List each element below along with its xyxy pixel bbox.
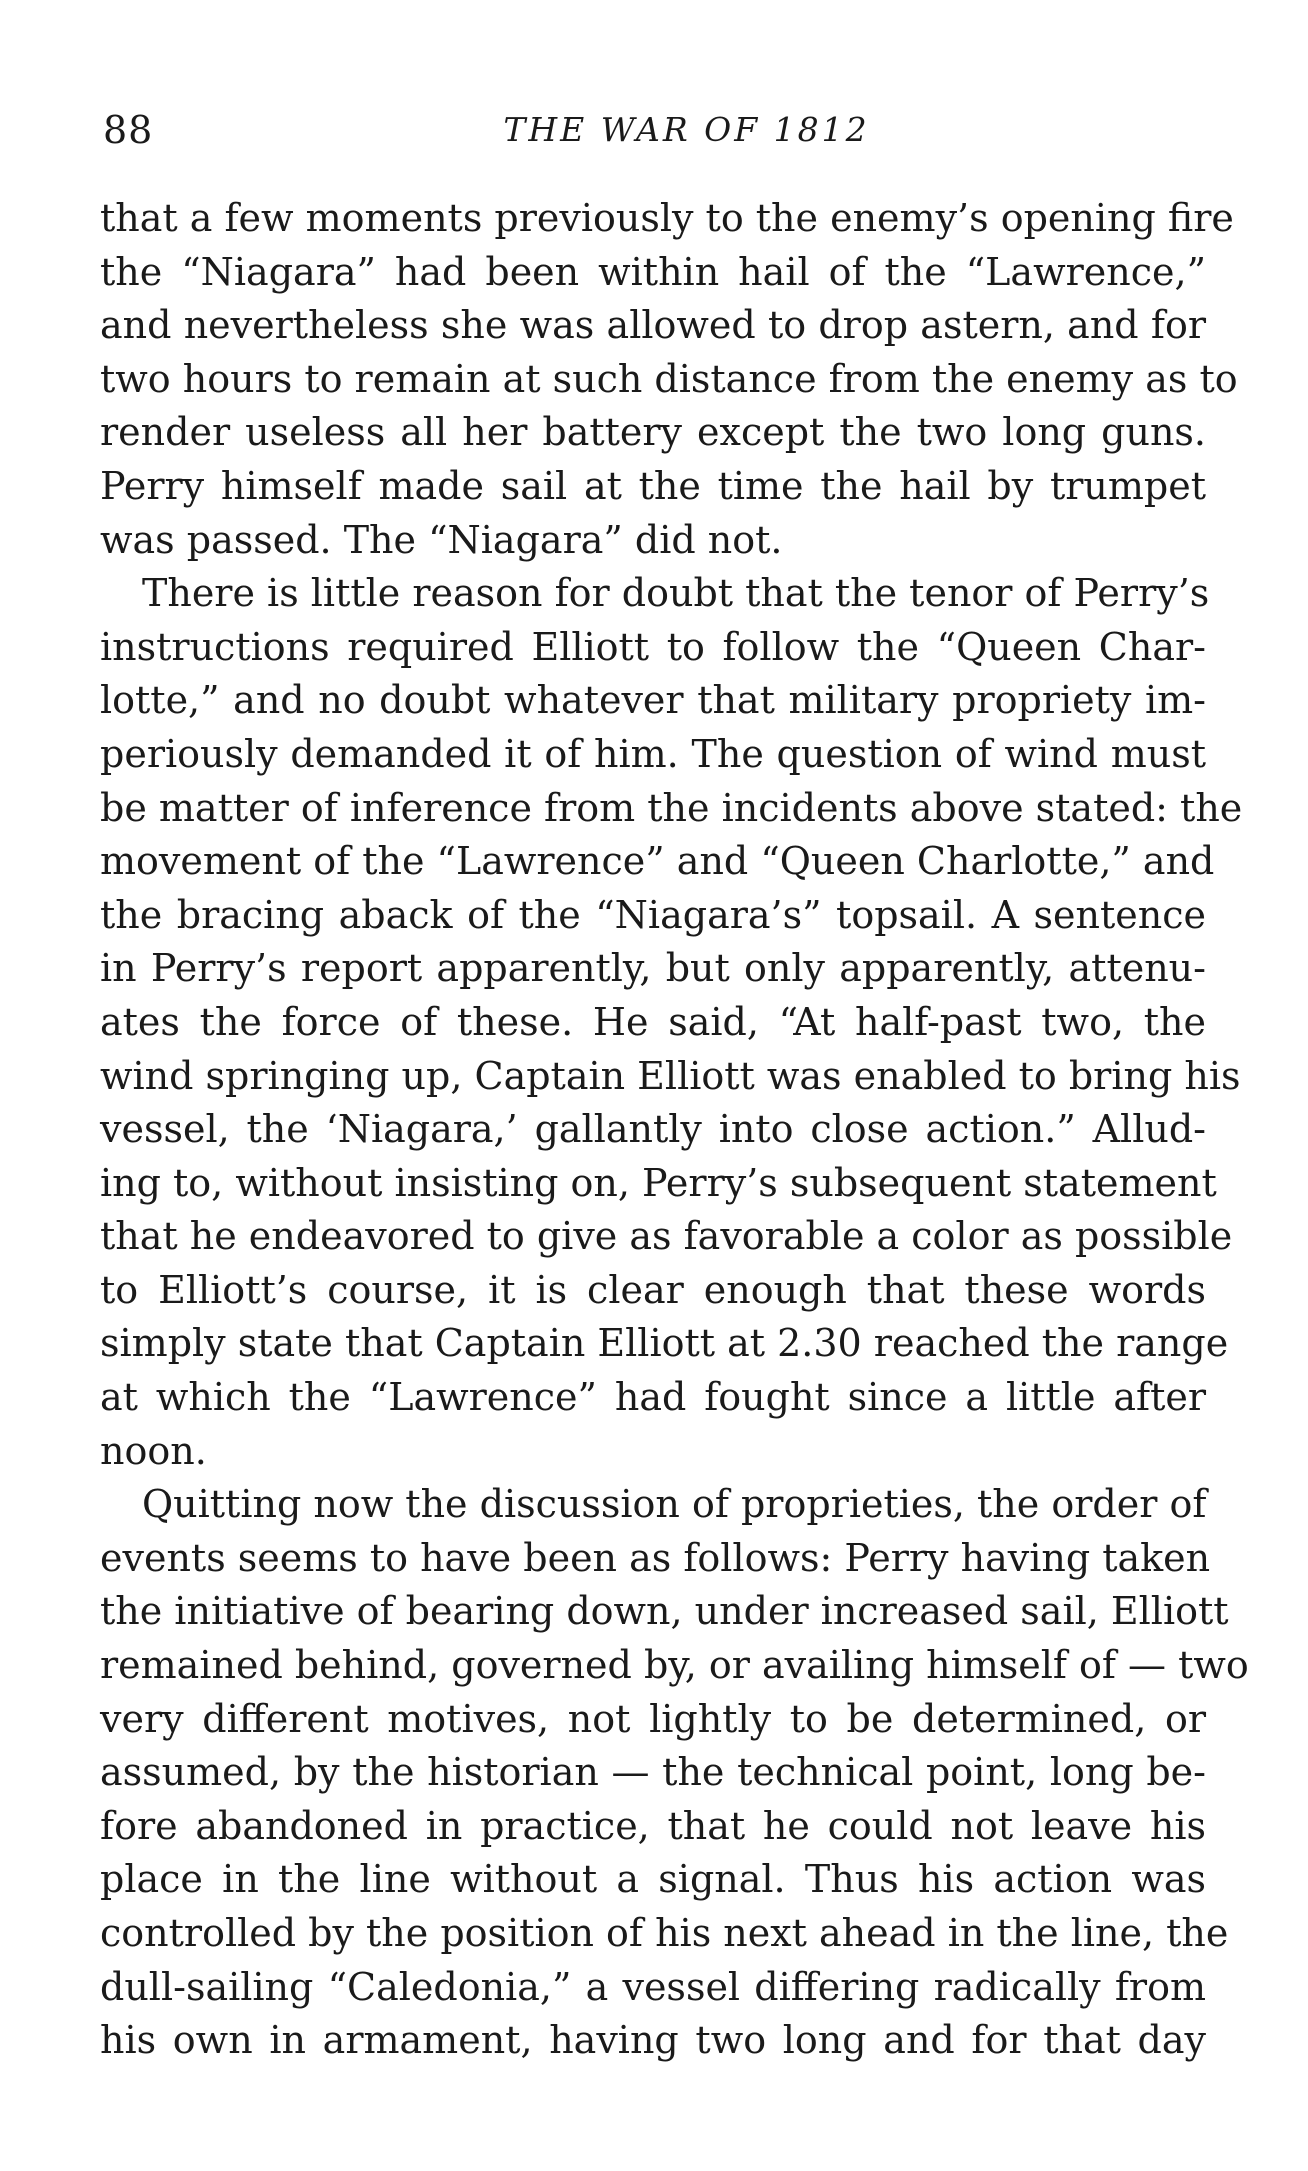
text-line: Quitting now the discussion of proprieties, the order of <box>142 1482 1207 1527</box>
text-line: wind springing up, Captain Elliott was enabled to bring his <box>100 1053 1241 1098</box>
text-line: assumed, by the historian — the technical point, long be- <box>100 1750 1206 1795</box>
text-line: ates the force of these. He said, “At half-past two, the <box>100 999 1206 1044</box>
body-text <box>100 192 1249 2068</box>
text-line: vessel, the ‘Niagara,’ gallantly into close action.” Allud- <box>100 1107 1206 1152</box>
running-title: THE WAR OF 1812 <box>503 110 870 149</box>
text-line: periously demanded it of him. The question of wind must <box>100 731 1206 776</box>
text-line: in Perry’s report apparently, but only apparently, attenu- <box>100 946 1206 991</box>
text-line: controlled by the position of his next ahead in the line, the <box>100 1911 1229 1955</box>
text-line: Perry himself made sail at the time the hail by trumpet <box>100 463 1206 508</box>
text-line: instructions required Elliott to follow the “Queen Char- <box>100 624 1206 669</box>
text-line: noon. <box>100 1428 207 1473</box>
text-line: render useless all her battery except the two long guns. <box>100 410 1206 455</box>
text-line: two hours to remain at such distance from the enemy as to <box>100 356 1238 401</box>
page-number: 88 <box>103 108 154 152</box>
text-line: ing to, without insisting on, Perry’s subsequent statement <box>100 1160 1217 1205</box>
text-line: movement of the “Lawrence” and “Queen Charlotte,” and <box>100 839 1215 884</box>
text-line: simply state that Captain Elliott at 2.30 reached the range <box>100 1321 1229 1366</box>
text-line: to Elliott’s course, it is clear enough that these words <box>100 1267 1206 1312</box>
text-line: at which the “Lawrence” had fought since a little after <box>100 1375 1206 1420</box>
text-line: There is little reason for doubt that the tenor of Perry’s <box>142 571 1210 616</box>
text-line: that a few moments previously to the enemy’s opening fire <box>100 196 1234 240</box>
text-line: dull-sailing “Caledonia,” a vessel differing radically from <box>100 1964 1206 2009</box>
text-line: the bracing aback of the “Niagara’s” topsail. A sentence <box>100 892 1206 937</box>
text-line: events seems to have been as follows: Perry having taken <box>100 1535 1211 1580</box>
text-line: very different motives, not lightly to be determined, or <box>100 1696 1206 1741</box>
text-line: his own in armament, having two long and for that day <box>100 2018 1206 2063</box>
text-line: place in the line without a signal. Thus his action was <box>100 1857 1206 1902</box>
text-line: the initiative of bearing down, under increased sail, Elliott <box>100 1589 1229 1634</box>
text-line: was passed. The “Niagara” did not. <box>100 517 783 562</box>
text-line: lotte,” and no doubt whatever that military propriety im- <box>100 678 1206 723</box>
text-line: be matter of inference from the incidents above stated: the <box>100 785 1243 830</box>
running-head <box>103 100 1210 160</box>
text-line: fore abandoned in practice, that he could not leave his <box>100 1803 1206 1848</box>
text-line: that he endeavored to give as favorable a color as possible <box>100 1214 1233 1259</box>
text-line: remained behind, governed by, or availing himself of — two <box>100 1643 1249 1688</box>
text-line: the “Niagara” had been within hail of the “Lawrence,” <box>100 249 1206 294</box>
text-line: and nevertheless she was allowed to drop astern, and for <box>100 303 1206 348</box>
